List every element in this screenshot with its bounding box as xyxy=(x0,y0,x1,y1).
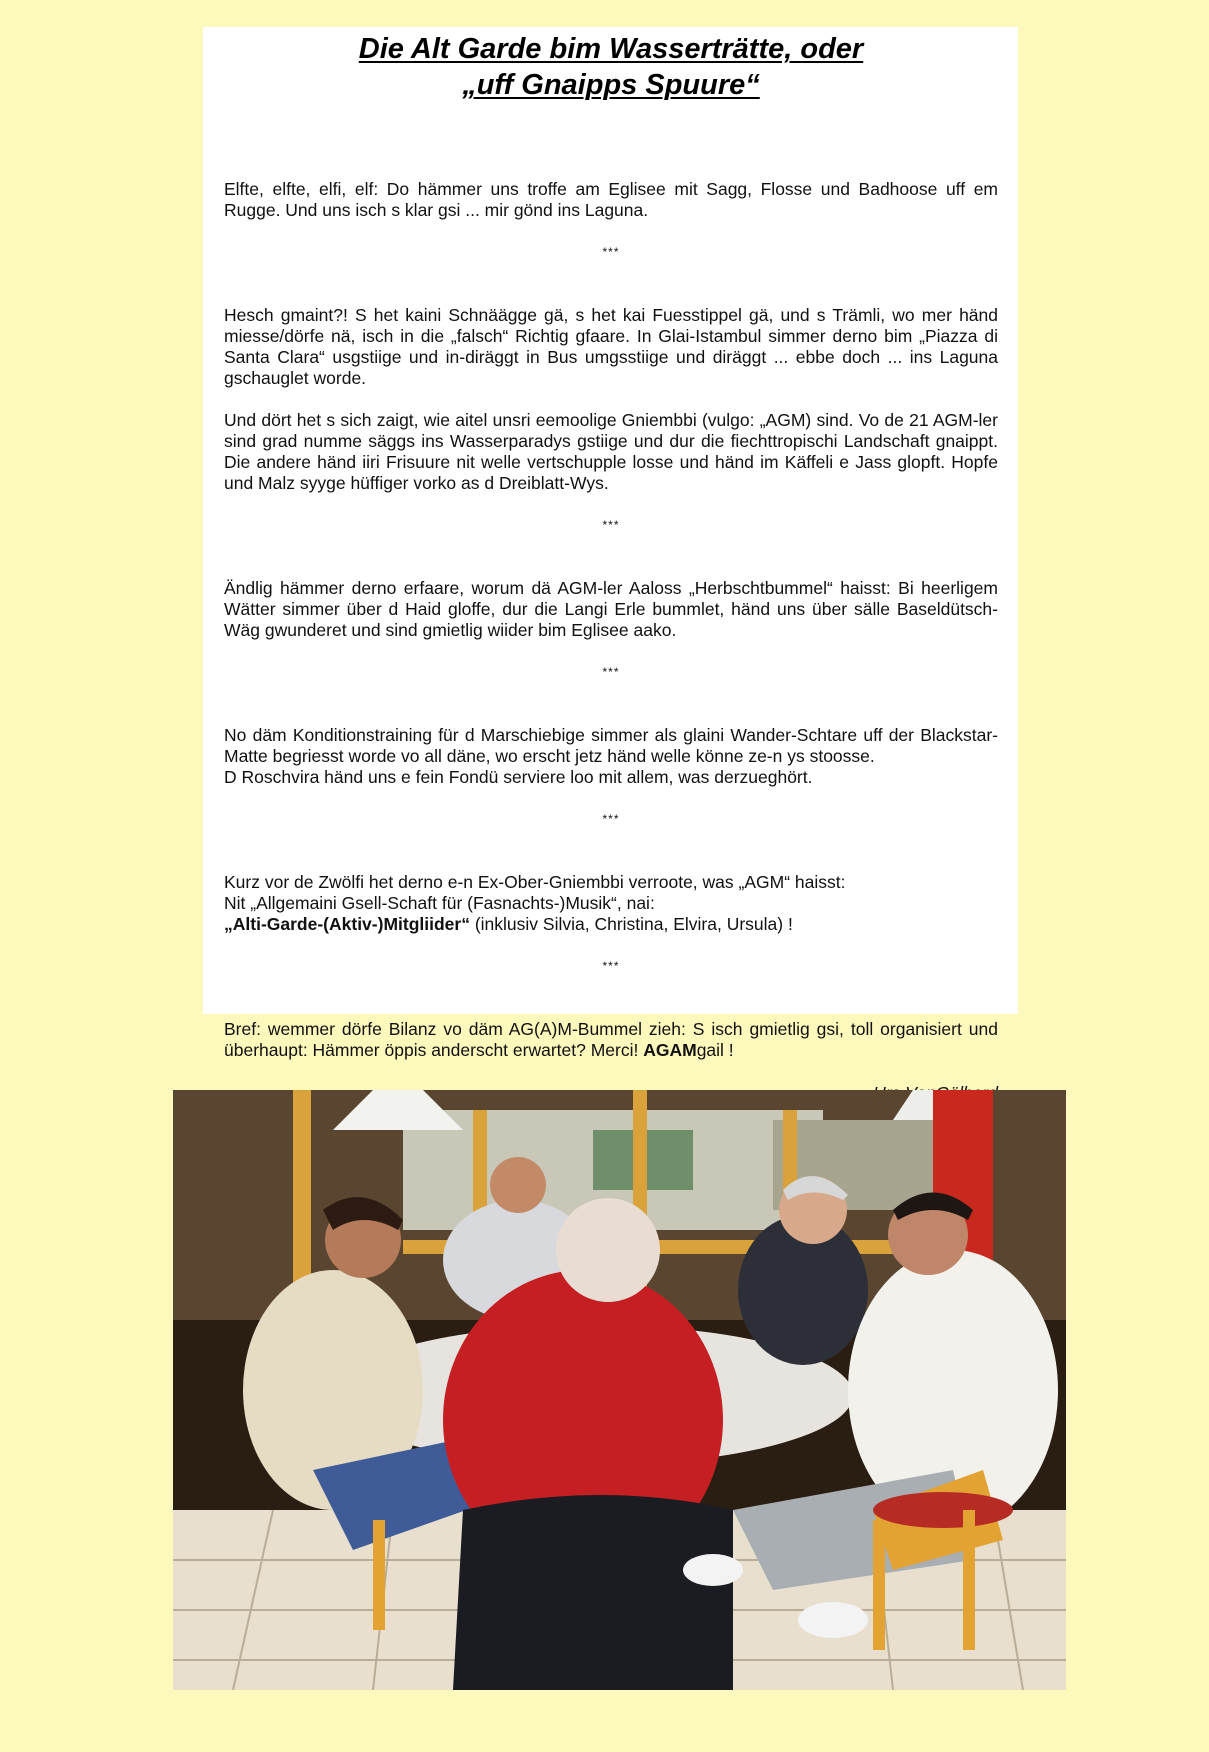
title-line-2: „uff Gnaipps Spuure“ xyxy=(462,69,760,101)
document-body xyxy=(224,179,998,1104)
paragraph-7 xyxy=(224,1019,998,1061)
separator-2: *** xyxy=(602,518,620,532)
separator-5: *** xyxy=(602,959,620,973)
paragraph-3: Und dört het s sich zaigt, wie aitel unsri eemoolige Gniembbi (vulgo: „AGM) sind. Vo de 21 AGM-ler sind grad numme säggs ins Wasserparadys gstiige und dur die fiechttropischi Landschaft gnaippt. Die andere händ iiri Frisuure nit welle vertschupple losse und händ im Käffeli e Jass glopft. Hopfe und Malz syyge hüffiger vorko as d Dreiblatt-Wys. xyxy=(224,410,998,493)
paragraph-6c xyxy=(224,914,998,935)
paragraph-6a: Kurz vor de Zwölfi het derno e-n Ex-Ober-Gniembbi verroote, was „AGM“ haisst: xyxy=(224,872,846,892)
paragraph-5a: No däm Konditionstraining für d Marschiebige simmer als glaini Wander-Schtare uff der Blackstar-Matte begriesst worde vo all däne, wo erscht jetz händ welle könne ze-n ys stoosse. xyxy=(224,725,998,766)
agm-definition-bold: „Alti-Garde-(Aktiv-)Mitgliider“ xyxy=(224,914,470,934)
paragraph-5b: D Roschvira händ uns e fein Fondü serviere loo mit allem, was derzueghört. xyxy=(224,767,813,787)
group-photo xyxy=(173,1090,1066,1690)
conclusion-text: Bref: wemmer dörfe Bilanz vo däm AG(A)M-Bummel zieh: S isch gmietlig gsi, toll organisiert und überhaupt: Hämmer öppis anderscht erwartet? Merci! xyxy=(224,1019,998,1060)
agm-definition-rest: (inklusiv Silvia, Christina, Elvira, Ursula) ! xyxy=(469,914,793,934)
document-title xyxy=(224,27,998,103)
separator-1: *** xyxy=(602,245,620,259)
separator-3: *** xyxy=(602,665,620,679)
agam-bold: AGAM xyxy=(643,1040,697,1060)
group-photo-icon xyxy=(173,1090,1066,1690)
document-sheet xyxy=(203,27,1018,1060)
paragraph-1: Elfte, elfte, elfi, elf: Do hämmer uns troffe am Eglisee mit Sagg, Flosse und Badhoose uff em Rugge. Und uns isch s klar gsi ... mir gönd ins Laguna. xyxy=(224,179,998,220)
separator-4: *** xyxy=(602,812,620,826)
paragraph-4: Ändlig hämmer derno erfaare, worum dä AGM-ler Aaloss „Herbschtbummel“ haisst: Bi heerligem Wätter simmer über d Haid gloffe, dur die Langi Erle bummlet, händ uns über sälle Baseldütsch-Wäg gwunderet und sind gmietlig wiider bim Eglisee aako. xyxy=(224,578,998,640)
paragraph-2: Hesch gmaint?! S het kaini Schnäägge gä, s het kai Fuesstippel gä, und s Trämli, wo mer händ miesse/dörfe nä, isch in die „falsch“ Richtig gfaare. In Glai-Istambul simmer derno bim „Piazza di Santa Clara“ usgstiige und in-diräggt in Bus umgsstiige und diräggt ... ebbe doch ... ins Laguna gschauglet worde. xyxy=(224,305,998,388)
conclusion-end: gail ! xyxy=(696,1040,734,1060)
paragraph-6b: Nit „Allgemaini Gsell-Schaft für (Fasnachts-)Musik“, nai: xyxy=(224,893,655,913)
title-line-1: Die Alt Garde bim Wasserträtte, oder xyxy=(358,33,864,65)
